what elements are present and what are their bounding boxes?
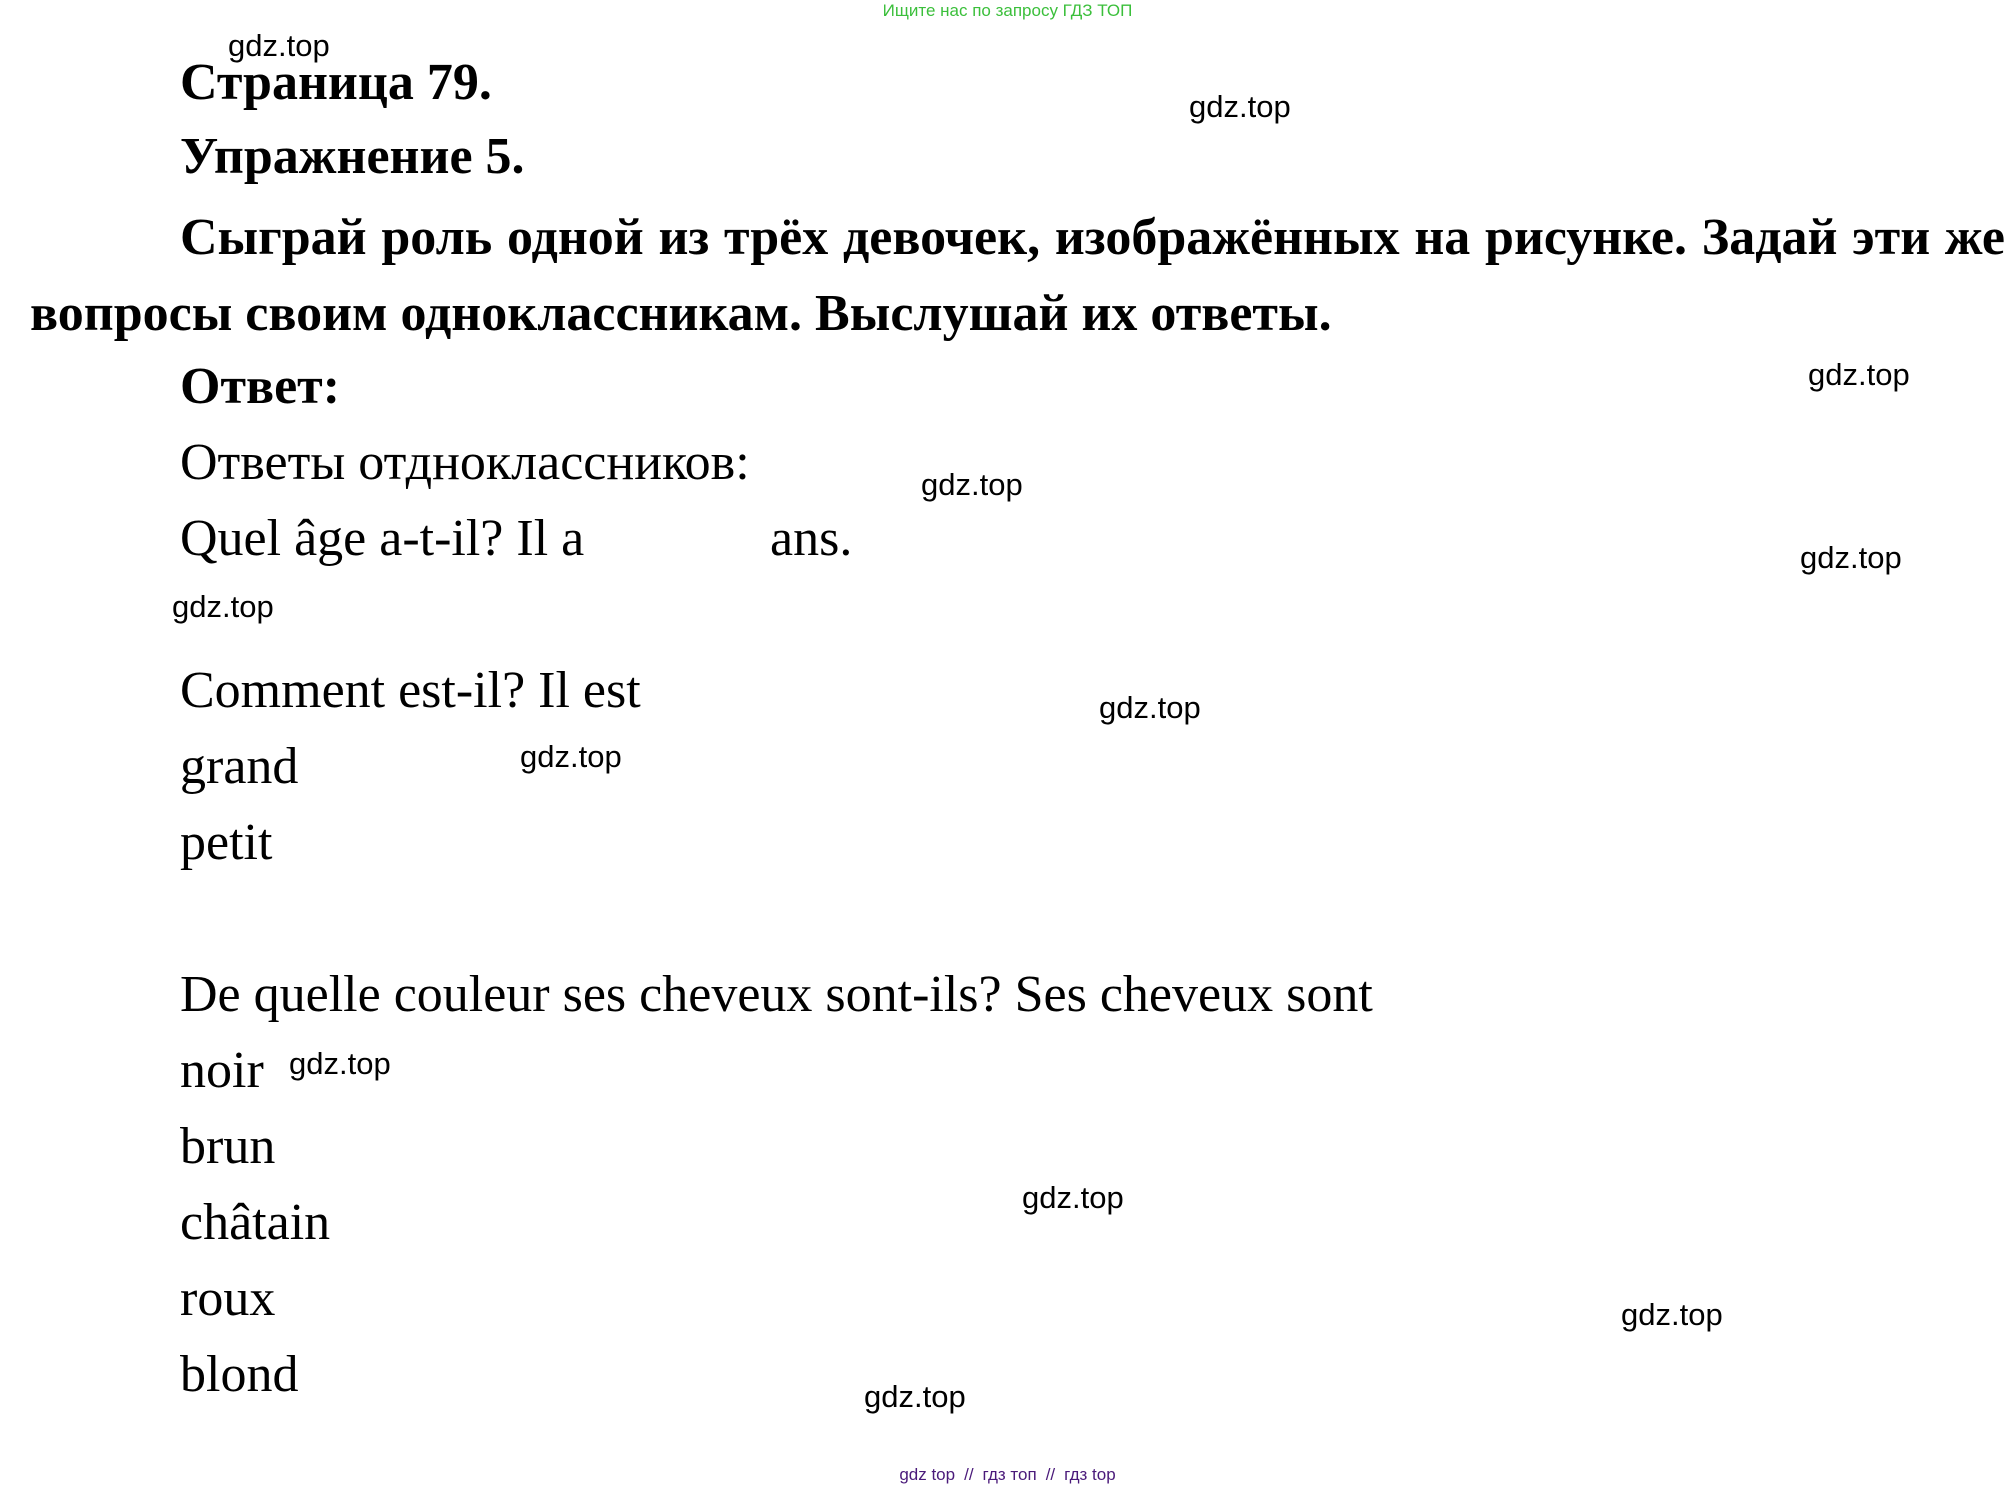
watermark: gdz.top — [1022, 1180, 1124, 1215]
hair-option-blond: blond — [180, 1346, 299, 1403]
watermark: gdz.top — [921, 467, 1023, 502]
task-text: Сыграй роль одной из трёх девочек, изображённых на рисунке. Задай эти же вопросы своим одноклассникам. Выслушай их ответы. — [30, 209, 2005, 342]
age-suffix: ans. — [770, 510, 853, 567]
hair-option-roux: roux — [180, 1270, 276, 1327]
watermark: gdz.top — [520, 739, 622, 774]
hair-option-chatain: châtain — [180, 1194, 331, 1251]
watermark: gdz.top — [1099, 690, 1201, 725]
watermark: gdz.top — [228, 28, 330, 63]
hair-option-noir: noir — [180, 1042, 264, 1099]
footer-link[interactable]: гдз top — [1064, 1465, 1116, 1484]
watermark: gdz.top — [289, 1046, 391, 1081]
age-question: Quel âge a-t-il? Il a — [180, 510, 585, 567]
hair-question: De quelle couleur ses cheveux sont-ils? Ses cheveux sont — [180, 966, 1373, 1023]
footer-link[interactable]: гдз топ — [982, 1465, 1037, 1484]
hair-option-brun: brun — [180, 1118, 276, 1175]
top-banner[interactable]: Ищите нас по запросу ГДЗ ТОП — [882, 1, 1133, 20]
watermark: gdz.top — [864, 1379, 966, 1414]
answer-label: Ответ: — [180, 358, 341, 415]
answer-intro: Ответы отдноклассников: — [180, 434, 750, 491]
appearance-option-petit: petit — [180, 814, 273, 871]
appearance-option-grand: grand — [180, 738, 299, 795]
page-title: Страница 79. — [180, 54, 492, 111]
watermark: gdz.top — [1808, 357, 1910, 392]
watermark: gdz.top — [1621, 1297, 1723, 1332]
watermark: gdz.top — [1800, 540, 1902, 575]
footer-separator: // — [964, 1465, 974, 1484]
footer-separator: // — [1045, 1465, 1056, 1484]
exercise-title: Упражнение 5. — [180, 128, 525, 185]
watermark: gdz.top — [172, 589, 274, 624]
footer-link[interactable]: gdz top — [899, 1465, 956, 1484]
watermark: gdz.top — [1189, 89, 1291, 124]
appearance-question: Comment est-il? Il est — [180, 662, 641, 719]
footer-links — [0, 1465, 2015, 1485]
